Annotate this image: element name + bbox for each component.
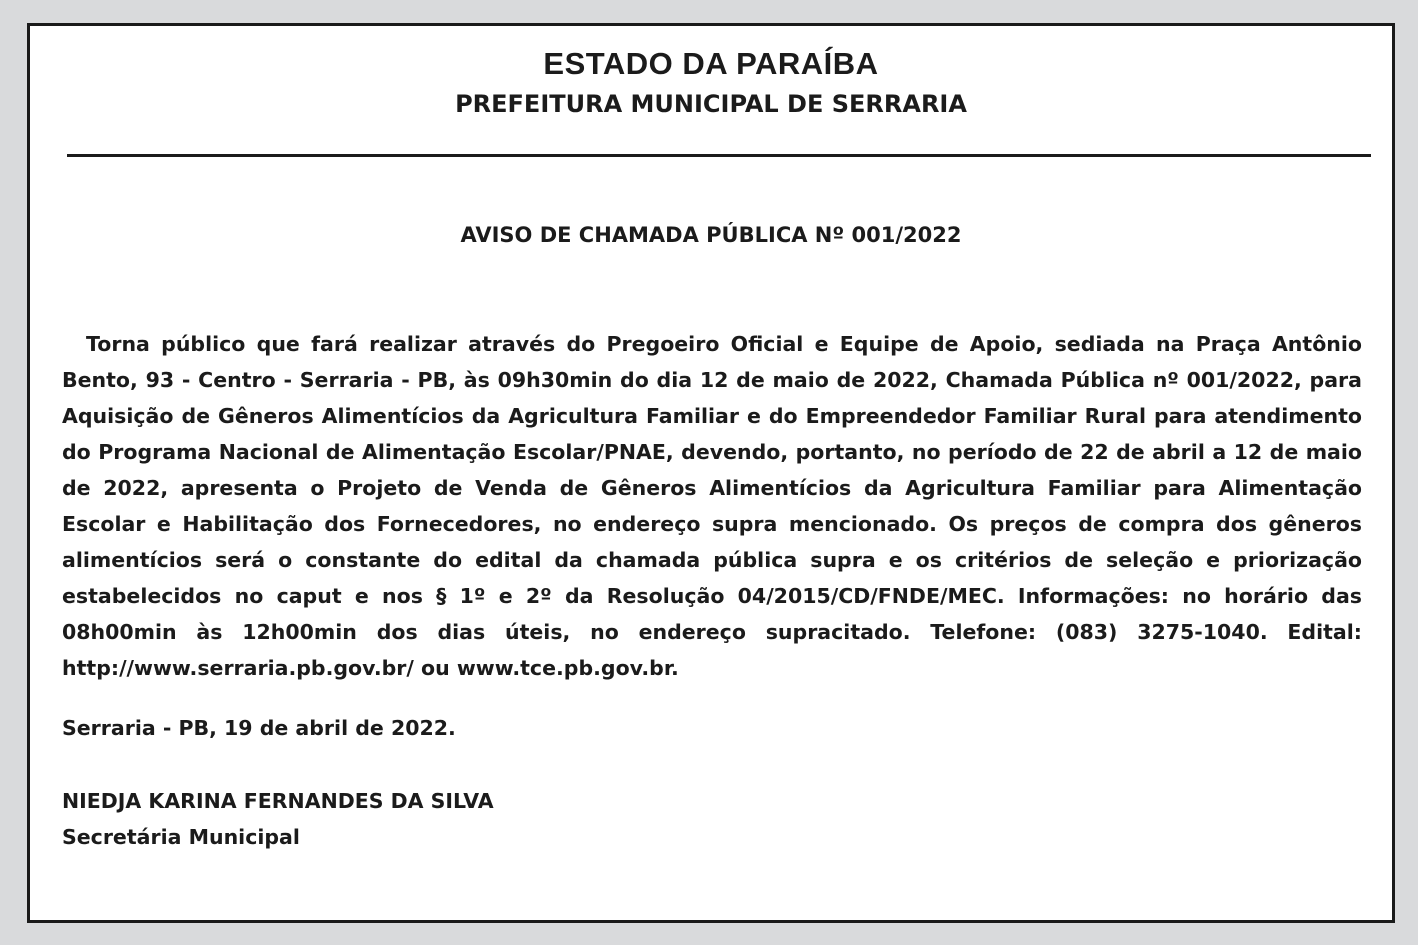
place-and-date: Serraria - PB, 19 de abril de 2022. <box>62 716 456 740</box>
notice-body: Torna público que fará realizar através do Pregoeiro Oficial e Equipe de Apoio, sediada na Praça Antônio Bento, 93 - Centro - Serraria - PB, às 09h30min do dia 12 de maio de 2022, Chamada Pública nº 001/2022, para Aquisição de Gêneros Alimentícios da Agricultura Familiar e do Empreendedor Familiar Rural para atendimento do Programa Nacional de Alimentação Escolar/PNAE, devendo, portanto, no período de 22 de abril a 12 de maio de 2022, apresenta o Projeto de Venda de Gêneros Alimentícios da Agricultura Familiar para Alimentação Escolar e Habilitação dos Fornecedores, no endereço supra mencionado. Os preços de compra dos gêneros alimentícios será o constante do edital da chamada pública supra e os critérios de seleção e priorização estabelecidos no caput e nos § 1º e 2º da Resolução 04/2015/CD/FNDE/MEC. Informações: no horário das 08h00min às 12h00min dos dias úteis, no endereço supracitado. Telefone: (083) 3275-1040. Edital: http://www.serraria.pb.gov.br/ ou www.tce.pb.gov.br. <box>62 332 1362 680</box>
signer-role: Secretária Municipal <box>62 825 300 849</box>
header-divider <box>67 154 1371 157</box>
signer-name: NIEDJA KARINA FERNANDES DA SILVA <box>62 789 494 813</box>
state-heading: ESTADO DA PARAÍBA <box>543 46 879 81</box>
notice-title: AVISO DE CHAMADA PÚBLICA Nº 001/2022 <box>460 223 962 247</box>
city-hall-heading: PREFEITURA MUNICIPAL DE SERRARIA <box>455 90 967 118</box>
public-notice <box>27 23 1395 923</box>
